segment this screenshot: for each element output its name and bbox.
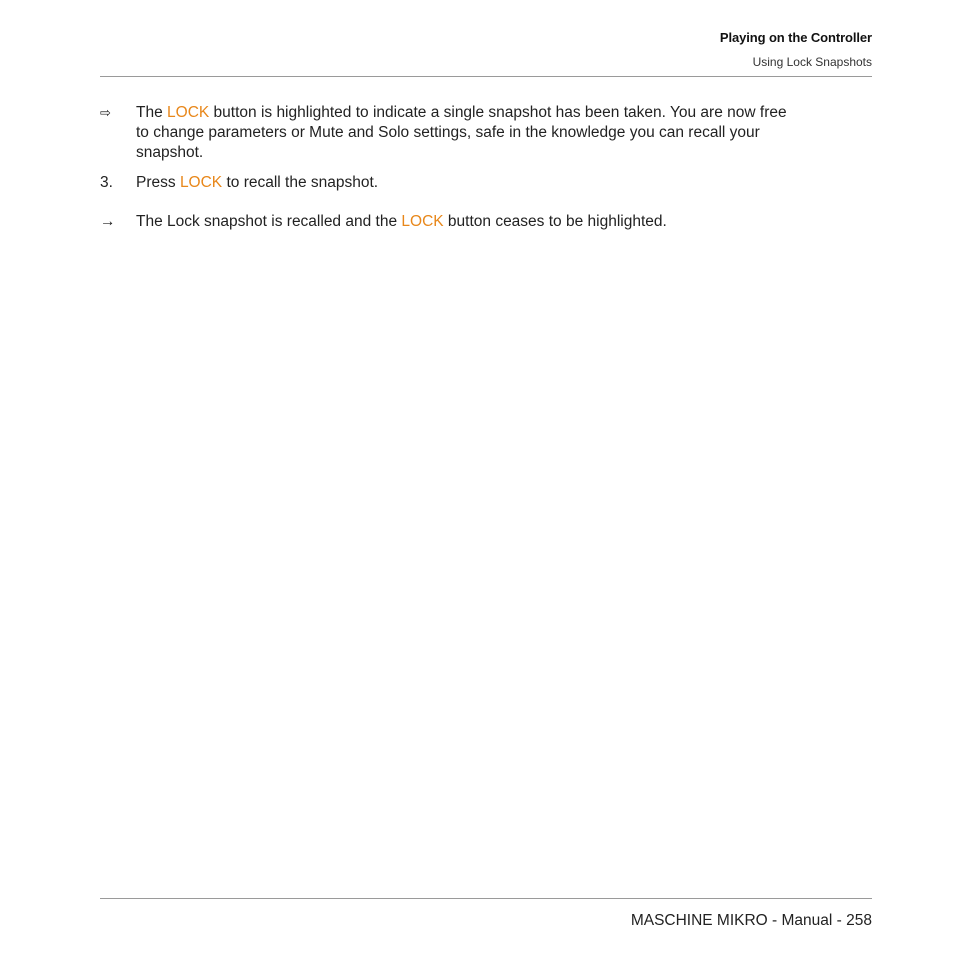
section-title: Using Lock Snapshots <box>752 55 872 69</box>
item-text-before: Press <box>136 174 180 191</box>
right-arrow-icon: → <box>100 213 116 230</box>
step-number: 3. <box>100 174 113 191</box>
footer-page-label: MASCHINE MIKRO - Manual - 258 <box>630 912 872 929</box>
result-item <box>100 103 800 163</box>
step-item <box>100 173 800 193</box>
hollow-arrow-icon: ⇨ <box>100 105 111 120</box>
chapter-title: Playing on the Controller <box>719 30 872 45</box>
page-header <box>100 0 872 77</box>
item-text-after: button ceases to be highlighted. <box>443 213 667 230</box>
item-text-after: button is highlighted to indicate a single snapshot has been taken. You are now free to change parameters or Mute and Solo settings, safe in the knowledge you can recall your snapshot. <box>136 104 787 161</box>
page-footer <box>100 898 872 929</box>
lock-button-label: LOCK <box>401 213 444 230</box>
item-text-before: The <box>136 104 168 121</box>
lock-button-label: LOCK <box>179 174 223 191</box>
item-text-before: The Lock snapshot is recalled and the <box>136 213 402 230</box>
page-content <box>100 103 800 242</box>
result-item <box>100 212 800 232</box>
lock-button-label: LOCK <box>167 104 210 121</box>
item-text-after: to recall the snapshot. <box>222 174 379 191</box>
